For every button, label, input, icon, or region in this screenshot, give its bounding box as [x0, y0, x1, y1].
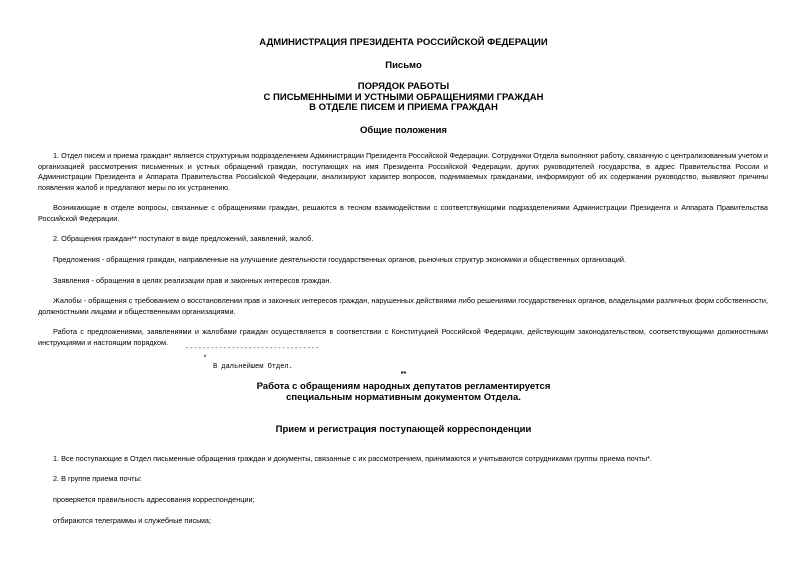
paragraph-1: 1. Отдел писем и приема граждан* является структурным подразделением Администрации Президента Российской Федерации. Сотрудники Отдела выполняют работу, связанную с централизованным учетом и организацией рассмотрения письменных и устных обращений граждан, поступающих на имя Президента Российской Федерации, других руководителей государства, в адрес Правительства России и Администрации Президента и Аппарата Правительства Российской Федерации, анализируют характер вопросов, поднимаемых гражданами, информируют об их содержании руководство, выявляют причины появления жалоб и предлагают меры по их устранению. — [38, 151, 768, 192]
reception-paragraph-1: 1. Все поступающие в Отдел письменные обращения граждан и документы, связанные с их рассмотрением, принимаются и учитываются сотрудниками группы приема почты*. — [53, 454, 652, 463]
organization-title: АДМИНИСТРАЦИЯ ПРЕЗИДЕНТА РОССИЙСКОЙ ФЕДЕРАЦИИ — [259, 37, 548, 48]
reception-paragraph-3: проверяется правильность адресования корреспонденции; — [53, 495, 255, 504]
document-title-line-2: С ПИСЬМЕННЫМИ И УСТНЫМИ ОБРАЩЕНИЯМИ ГРАЖДАН — [263, 92, 544, 103]
footnote-mark-1: * — [203, 355, 208, 363]
paragraph-7: Работа с предложениями, заявлениями и жалобами граждан осуществляется в соответствии с Конституцией Российской Федерации, действующим законодательством, соответствующими должностными инструкциями и настоящим порядком. — [38, 327, 768, 347]
document-title-line-1: ПОРЯДОК РАБОТЫ — [357, 81, 450, 92]
paragraph-5: Заявления - обращения в целях реализации прав и законных интересов граждан. — [53, 276, 332, 285]
paragraph-6: Жалобы - обращения с требованием о восстановлении прав и законных интересов граждан, нарушенных действиями либо решениями государственных органов, владельцами различных форм собственности, должностными лицами и общественными организациями. — [38, 296, 768, 316]
footnote-mark-2: ** — [400, 371, 407, 378]
paragraph-2: Возникающие в отделе вопросы, связанные с обращениями граждан, решаются в тесном взаимодействии с соответствующими подразделениями Администрации Президента и Аппарата Правительства Российской Федерации. — [38, 203, 768, 223]
document-type: Письмо — [385, 60, 422, 71]
reception-paragraph-4: отбираются телеграммы и служебные письма; — [53, 516, 212, 525]
footnote-text-2-line-2: специальным нормативным документом Отдела. — [286, 392, 521, 403]
reception-paragraph-2: 2. В группе приема почты: — [53, 474, 142, 483]
section-heading-reception: Прием и регистрация поступающей корреспонденции — [275, 424, 532, 435]
section-heading-general: Общие положения — [360, 125, 447, 136]
paragraph-3: 2. Обращения граждан** поступают в виде предложений, заявлений, жалоб. — [53, 234, 314, 243]
paragraph-4: Предложения - обращения граждан, направленные на улучшение деятельности государственных органов, рыночных структур экономики и общественных организаций. — [53, 255, 626, 264]
footnote-separator: -------------------------------- — [185, 345, 320, 353]
document-title-line-3: В ОТДЕЛЕ ПИСЕМ И ПРИЕМА ГРАЖДАН — [309, 102, 498, 113]
footnote-text-2-line-1: Работа с обращениям народных депутатов регламентируется — [256, 381, 551, 392]
footnote-text-1: В дальнейшем Отдел. — [213, 363, 293, 371]
